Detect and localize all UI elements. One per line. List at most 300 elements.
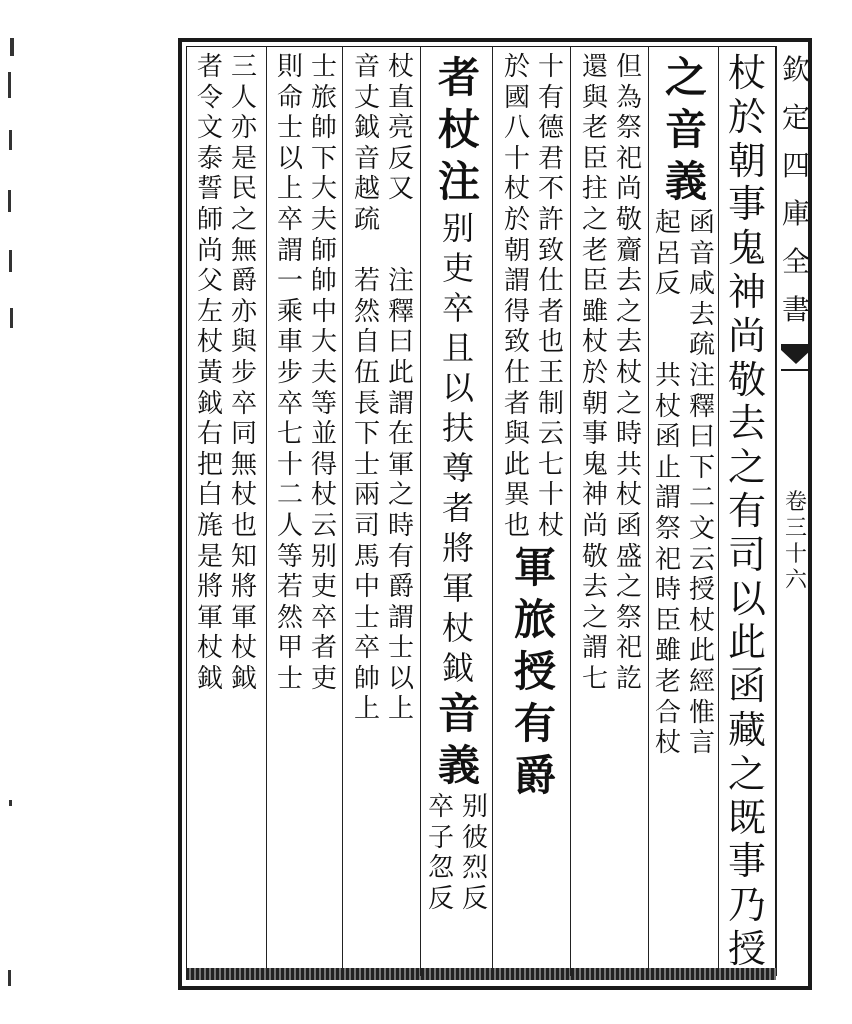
commentary-char: 朝	[503, 235, 530, 266]
commentary-char: 忽	[427, 853, 454, 884]
commentary-char: 拄	[581, 174, 608, 205]
main-text-char: 以	[727, 576, 766, 621]
commentary-char: 時	[654, 575, 681, 606]
commentary-char: 事	[581, 419, 608, 450]
commentary-char: 夫	[310, 204, 337, 235]
commentary-line-left	[502, 52, 532, 542]
commentary-char: 謂	[503, 266, 530, 297]
commentary-char: 杖	[654, 391, 681, 422]
commentary-double-line	[426, 792, 490, 914]
commentary-char: 制	[537, 388, 564, 419]
commentary-char: 與	[581, 82, 608, 113]
commentary-line-left	[580, 52, 610, 694]
commentary-double-line	[580, 52, 644, 694]
commentary-line-right	[536, 52, 566, 542]
volume-char: 六	[784, 568, 807, 593]
commentary-char: 軍	[230, 602, 257, 633]
volume-char: 卷	[784, 490, 807, 515]
commentary-char: 雖	[654, 636, 681, 667]
commentary-char: 命	[276, 82, 303, 113]
commentary-char: 無	[230, 449, 257, 480]
commentary-char: 為	[615, 82, 642, 113]
commentary-char: 亮	[387, 113, 414, 144]
commentary-char: 帥	[310, 113, 337, 144]
volume-char: 三	[784, 516, 807, 541]
commentary-char: 帥	[310, 266, 337, 297]
commentary-line-right	[687, 208, 717, 759]
commentary-char: 泰	[196, 143, 223, 174]
commentary-char: 疏	[353, 204, 380, 235]
commentary-char: 止	[654, 452, 681, 483]
commentary-char: 若	[276, 572, 303, 603]
commentary-char	[386, 205, 416, 236]
commentary-line-left	[426, 792, 456, 914]
commentary-char: 疏	[688, 330, 715, 361]
commentary-double-line	[502, 52, 566, 542]
commentary-char: 人	[230, 82, 257, 113]
commentary-char: 臣	[654, 605, 681, 636]
commentary-char: 得	[310, 449, 337, 480]
commentary-char: 臣	[581, 266, 608, 297]
commentary-char: 去	[688, 299, 715, 330]
commentary-double-line	[352, 52, 416, 725]
commentary-char: 中	[353, 572, 380, 603]
commentary-line-right	[229, 52, 259, 694]
main-text-char: 軍	[441, 569, 474, 607]
commentary-char: 杖	[196, 633, 223, 664]
commentary-char: 經	[688, 666, 715, 697]
text-column	[720, 52, 774, 972]
commentary-char: 朝	[581, 388, 608, 419]
commentary-char: 伍	[353, 357, 380, 388]
commentary-char: 反	[387, 143, 414, 174]
commentary-char: 軍	[196, 602, 223, 633]
main-text-char: 之	[727, 445, 766, 490]
commentary-char: 亦	[230, 296, 257, 327]
commentary-char: 乘	[276, 296, 303, 327]
commentary-char: 兩	[353, 480, 380, 511]
column-rule	[492, 46, 493, 976]
commentary-char: 之	[615, 572, 642, 603]
main-text-char: 既	[727, 795, 766, 840]
title-char: 書	[781, 293, 810, 326]
commentary-line-left	[653, 208, 683, 759]
commentary-char: 在	[387, 419, 414, 450]
commentary-char: 旅	[310, 82, 337, 113]
text-column	[190, 52, 264, 972]
commentary-char: 王	[537, 357, 564, 388]
commentary-char: 十	[503, 143, 530, 174]
commentary-char: 鉞	[230, 663, 257, 694]
main-text-char: 尊	[441, 449, 474, 487]
commentary-char: 咸	[688, 269, 715, 300]
commentary-char: 將	[196, 572, 223, 603]
commentary-char: 車	[276, 327, 303, 358]
commentary-char: 步	[230, 357, 257, 388]
main-text-char: 乃	[727, 883, 766, 928]
scan-left-edge-marks	[4, 30, 44, 990]
commentary-char: 德	[537, 113, 564, 144]
commentary-char: 士	[276, 663, 303, 694]
main-text-char: 杖	[438, 105, 481, 154]
commentary-char: 祀	[654, 544, 681, 575]
text-column	[496, 52, 572, 972]
commentary-char: 亦	[230, 113, 257, 144]
commentary-char: 二	[688, 483, 715, 514]
commentary-char: 與	[230, 327, 257, 358]
commentary-char: 音	[353, 52, 380, 82]
main-text-char: 之	[727, 751, 766, 796]
commentary-char: 二	[276, 480, 303, 511]
main-text-char: 杖	[441, 609, 474, 647]
commentary-char: 司	[353, 510, 380, 541]
commentary-char: 不	[537, 174, 564, 205]
main-text-char: 注	[438, 157, 481, 206]
commentary-double-line	[195, 52, 259, 694]
commentary-char: 反	[654, 269, 681, 300]
commentary-char: 於	[581, 357, 608, 388]
commentary-char: 訖	[615, 663, 642, 694]
commentary-char: 師	[310, 235, 337, 266]
commentary-char: 釋	[688, 391, 715, 422]
commentary-line-right	[614, 52, 644, 694]
main-text-char: 音	[438, 689, 481, 738]
commentary-char	[653, 330, 683, 361]
commentary-char: 者	[196, 52, 223, 82]
commentary-char: 杖	[654, 728, 681, 759]
commentary-char: 黃	[196, 357, 223, 388]
commentary-char: 有	[387, 541, 414, 572]
commentary-char: 長	[353, 388, 380, 419]
commentary-char: 文	[688, 513, 715, 544]
main-text-char: 者	[441, 489, 474, 527]
commentary-double-line	[275, 52, 339, 694]
main-text-char: 敬	[727, 357, 766, 402]
commentary-char: 者	[537, 296, 564, 327]
text-column	[270, 52, 344, 972]
commentary-char: 令	[196, 82, 223, 113]
commentary-char: 敬	[581, 541, 608, 572]
commentary-char: 謂	[654, 483, 681, 514]
main-text-char: 音	[665, 105, 708, 154]
main-text-char: 於	[727, 94, 766, 139]
commentary-char: 惟	[688, 697, 715, 728]
commentary-char: 爵	[387, 572, 414, 603]
commentary-line-right	[460, 792, 490, 914]
commentary-char: 敬	[615, 204, 642, 235]
book-title	[781, 46, 811, 334]
commentary-char: 授	[688, 575, 715, 606]
commentary-char: 以	[387, 663, 414, 694]
commentary-char: 云	[537, 419, 564, 450]
commentary-char: 之	[581, 602, 608, 633]
commentary-char: 别	[310, 541, 337, 572]
commentary-char: 鉞	[196, 663, 223, 694]
title-char: 全	[781, 245, 810, 278]
main-text-char: 卒	[441, 289, 474, 327]
commentary-char: 國	[503, 82, 530, 113]
commentary-char: 爵	[230, 266, 257, 297]
main-text-char: 鉞	[441, 649, 474, 687]
commentary-char: 注	[688, 360, 715, 391]
commentary-char: 十	[276, 449, 303, 480]
commentary-char: 軍	[387, 449, 414, 480]
commentary-char: 者	[503, 388, 530, 419]
commentary-char: 下	[310, 143, 337, 174]
commentary-char: 反	[461, 883, 488, 914]
commentary-char: 杖	[387, 52, 414, 82]
commentary-char: 云	[310, 510, 337, 541]
commentary-char: 民	[230, 174, 257, 205]
main-text-char: 爵	[514, 750, 557, 800]
commentary-char: 文	[196, 113, 223, 144]
commentary-char: 帥	[353, 663, 380, 694]
commentary-char: 别	[461, 792, 488, 822]
main-text-char: 吏	[441, 249, 474, 287]
commentary-char: 共	[654, 360, 681, 391]
commentary-char: 甲	[276, 633, 303, 664]
commentary-char: 卒	[276, 204, 303, 235]
commentary-char: 去	[615, 327, 642, 358]
commentary-char: 仕	[537, 266, 564, 297]
commentary-char: 致	[503, 327, 530, 358]
commentary-char: 時	[387, 510, 414, 541]
commentary-char: 中	[310, 296, 337, 327]
commentary-char: 下	[688, 452, 715, 483]
commentary-char: 知	[230, 541, 257, 572]
commentary-char: 時	[615, 419, 642, 450]
commentary-char: 言	[688, 728, 715, 759]
commentary-char	[653, 300, 683, 331]
main-text-char: 之	[665, 53, 708, 102]
commentary-char: 並	[310, 419, 337, 450]
commentary-char: 師	[196, 204, 223, 235]
commentary-char: 下	[353, 419, 380, 450]
marginal-column	[778, 46, 814, 976]
commentary-char: 祭	[615, 113, 642, 144]
commentary-char: 右	[196, 419, 223, 450]
commentary-char: 合	[654, 697, 681, 728]
commentary-char: 釋	[387, 296, 414, 327]
commentary-char: 之	[615, 296, 642, 327]
commentary-char: 人	[276, 510, 303, 541]
text-column	[424, 52, 492, 972]
commentary-char: 還	[581, 52, 608, 82]
main-text-char: 軍	[514, 542, 557, 592]
commentary-char: 也	[230, 510, 257, 541]
commentary-char: 鉞	[196, 388, 223, 419]
commentary-char: 杖	[615, 357, 642, 388]
commentary-line-left	[275, 52, 305, 694]
commentary-char: 步	[276, 357, 303, 388]
commentary-line-left	[195, 52, 225, 694]
commentary-char: 注	[387, 266, 414, 297]
column-rule	[776, 46, 777, 976]
commentary-char: 也	[503, 510, 530, 541]
commentary-line-left	[352, 52, 382, 725]
commentary-char: 杖	[615, 480, 642, 511]
main-text-char: 有	[514, 698, 557, 748]
commentary-char: 之	[581, 204, 608, 235]
commentary-char: 杖	[688, 605, 715, 636]
commentary-char: 大	[310, 327, 337, 358]
commentary-char: 上	[276, 174, 303, 205]
commentary-char: 有	[537, 82, 564, 113]
commentary-char: 杖	[230, 480, 257, 511]
commentary-char: 者	[310, 633, 337, 664]
commentary-char: 此	[503, 449, 530, 480]
commentary-char: 士	[310, 52, 337, 82]
commentary-char: 鬼	[581, 449, 608, 480]
commentary-line-right	[386, 52, 416, 725]
commentary-char: 神	[581, 480, 608, 511]
main-text-char: 且	[441, 329, 474, 367]
volume-label	[781, 490, 811, 594]
main-text-char: 别	[441, 209, 474, 247]
commentary-char: 尚	[581, 510, 608, 541]
title-char: 定	[781, 101, 810, 134]
commentary-char: 齎	[615, 235, 642, 266]
commentary-char: 卒	[310, 602, 337, 633]
commentary-char: 然	[353, 296, 380, 327]
commentary-char: 等	[310, 388, 337, 419]
commentary-char: 父	[196, 266, 223, 297]
commentary-char: 老	[581, 113, 608, 144]
commentary-char: 起	[654, 208, 681, 238]
commentary-char: 盛	[615, 541, 642, 572]
commentary-char: 仕	[503, 357, 530, 388]
commentary-char	[352, 236, 382, 267]
commentary-char: 丈	[353, 82, 380, 113]
commentary-char: 音	[688, 238, 715, 269]
commentary-char: 曰	[387, 327, 414, 358]
commentary-char: 得	[503, 296, 530, 327]
title-char: 庫	[781, 197, 810, 230]
commentary-char: 函	[688, 208, 715, 238]
commentary-char: 祀	[615, 143, 642, 174]
commentary-char: 此	[387, 357, 414, 388]
main-text-char: 有	[727, 488, 766, 533]
commentary-double-line	[653, 208, 717, 759]
main-text-char: 尚	[727, 313, 766, 358]
commentary-char: 云	[688, 544, 715, 575]
text-column	[574, 52, 650, 972]
commentary-char: 反	[427, 883, 454, 914]
commentary-char: 士	[353, 449, 380, 480]
main-text-char: 扶	[441, 409, 474, 447]
commentary-char: 卒	[427, 792, 454, 822]
main-text-char: 授	[514, 646, 557, 696]
commentary-char: 自	[353, 327, 380, 358]
commentary-char: 誓	[196, 174, 223, 205]
commentary-char: 卒	[230, 388, 257, 419]
commentary-char: 尚	[615, 174, 642, 205]
commentary-char: 謂	[581, 633, 608, 664]
commentary-char: 把	[196, 449, 223, 480]
main-text-char: 神	[727, 269, 766, 314]
commentary-char: 祀	[615, 633, 642, 664]
main-text-char: 司	[727, 532, 766, 577]
commentary-char: 三	[230, 52, 257, 82]
commentary-char: 卒	[276, 388, 303, 419]
commentary-char: 大	[310, 174, 337, 205]
commentary-char: 共	[615, 449, 642, 480]
commentary-char: 然	[276, 602, 303, 633]
commentary-char: 杖	[310, 480, 337, 511]
column-rule	[718, 46, 719, 976]
commentary-char: 杖	[581, 327, 608, 358]
commentary-char: 老	[654, 666, 681, 697]
commentary-char: 去	[581, 572, 608, 603]
commentary-char: 又	[387, 174, 414, 205]
commentary-char: 於	[503, 204, 530, 235]
commentary-char: 曰	[688, 422, 715, 453]
commentary-char: 臣	[581, 143, 608, 174]
commentary-char: 彼	[461, 822, 488, 853]
commentary-char: 尚	[196, 235, 223, 266]
commentary-char: 之	[615, 388, 642, 419]
main-text-char: 事	[727, 182, 766, 227]
commentary-char: 異	[503, 480, 530, 511]
main-text-char: 朝	[727, 138, 766, 183]
main-text-char: 函	[727, 664, 766, 709]
text-column	[652, 52, 718, 972]
commentary-char: 鉞	[353, 113, 380, 144]
commentary-char: 等	[276, 541, 303, 572]
commentary-char: 老	[581, 235, 608, 266]
commentary-char: 謂	[387, 602, 414, 633]
commentary-char: 於	[503, 52, 530, 82]
column-rule	[266, 46, 267, 976]
commentary-char: 士	[276, 113, 303, 144]
fishtail-mark-icon	[781, 344, 811, 372]
commentary-char: 馬	[353, 541, 380, 572]
commentary-char: 杖	[503, 174, 530, 205]
commentary-char: 白	[196, 480, 223, 511]
text-column	[346, 52, 422, 972]
title-char: 欽	[781, 53, 810, 86]
main-text-char: 藏	[727, 707, 766, 752]
main-text-char: 將	[441, 529, 474, 567]
commentary-char: 謂	[276, 235, 303, 266]
commentary-char: 將	[230, 572, 257, 603]
commentary-char: 是	[196, 541, 223, 572]
commentary-char: 致	[537, 235, 564, 266]
main-text-char: 事	[727, 839, 766, 884]
main-text-char: 者	[438, 53, 481, 102]
commentary-char: 越	[353, 174, 380, 205]
main-text-char: 義	[438, 741, 481, 790]
commentary-char: 左	[196, 296, 223, 327]
commentary-char: 十	[537, 52, 564, 82]
commentary-line-right	[309, 52, 339, 694]
commentary-char: 杖	[537, 510, 564, 541]
commentary-char: 七	[276, 419, 303, 450]
commentary-char: 士	[387, 633, 414, 664]
commentary-char: 與	[503, 419, 530, 450]
main-text-char: 去	[727, 401, 766, 446]
commentary-char: 祭	[654, 513, 681, 544]
commentary-char: 去	[615, 266, 642, 297]
commentary-char: 之	[230, 204, 257, 235]
commentary-char: 烈	[461, 853, 488, 884]
commentary-char: 七	[537, 449, 564, 480]
commentary-char: 君	[537, 143, 564, 174]
commentary-char: 雖	[581, 296, 608, 327]
commentary-char: 杖	[230, 633, 257, 664]
commentary-char: 旄	[196, 510, 223, 541]
commentary-char: 八	[503, 113, 530, 144]
